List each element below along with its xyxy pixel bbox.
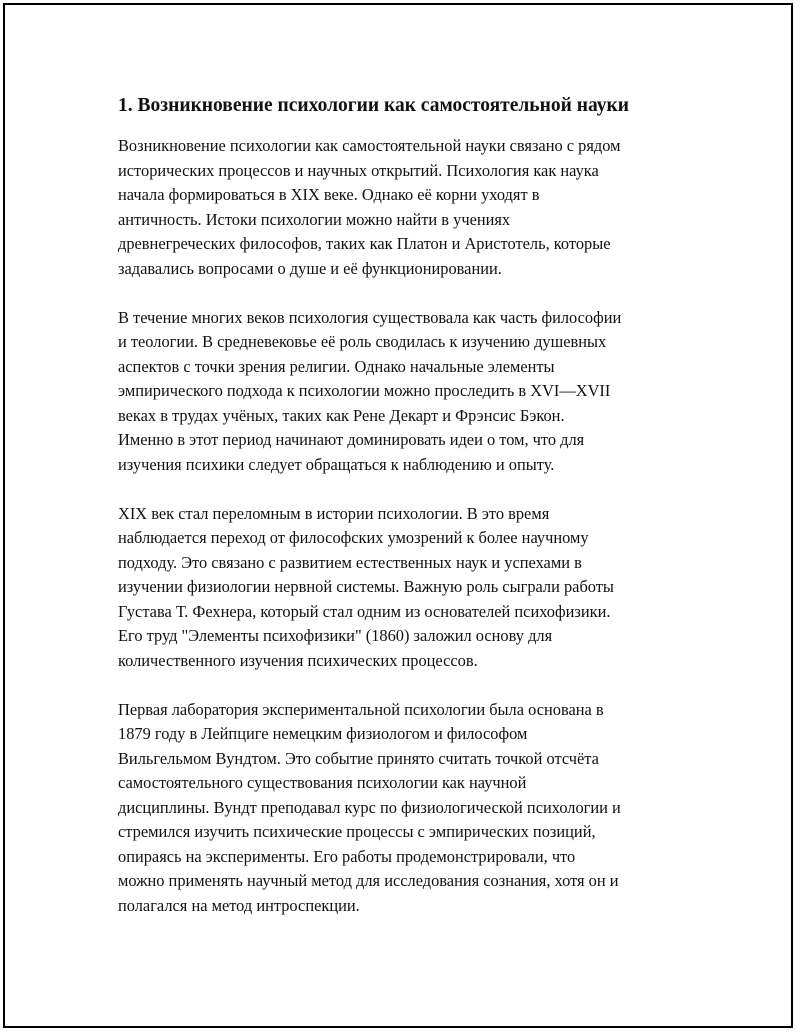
paragraph-line: количественного изучения психических процессов. xyxy=(118,650,478,670)
paragraph-line: самостоятельного существования психологии как научной xyxy=(118,773,527,792)
paragraph-list xyxy=(118,134,688,918)
document-body xyxy=(118,93,688,943)
paragraph-line: античность. Истоки психологии можно найти в учениях xyxy=(118,209,511,229)
paragraph xyxy=(118,502,688,674)
paragraph-line: и теологии. В средневековье её роль сводилась к изучению душевных xyxy=(118,332,607,351)
paragraph xyxy=(118,698,688,919)
paragraph-line: полагался на метод интроспекции. xyxy=(118,895,360,915)
paragraph-line: наблюдается переход от философских умозрений к более научному xyxy=(118,528,589,547)
paragraph-line: 1879 году в Лейпциге немецким физиологом и философом xyxy=(118,724,528,743)
paragraph xyxy=(118,306,688,478)
paragraph-line: опираясь на эксперименты. Его работы продемонстрировали, что xyxy=(118,846,576,866)
paragraph-line: дисциплины. Вундт преподавал курс по физиологической психологии и xyxy=(118,797,621,817)
paragraph-line: В течение многих веков психология существовала как часть философии xyxy=(118,307,622,327)
paragraph-line: Первая лаборатория экспериментальной психологии была основана в xyxy=(118,699,604,719)
paragraph-line: подходу. Это связано с развитием естественных наук и успехами в xyxy=(118,552,582,572)
paragraph-line: изучения психики следует обращаться к наблюдению и опыту. xyxy=(118,454,555,474)
paragraph-line: исторических процессов и научных открытий. Психология как наука xyxy=(118,160,599,180)
paragraph-line: задавались вопросами о душе и её функционировании. xyxy=(118,258,502,278)
paragraph-line: Густава Т. Фехнера, который стал одним из основателей психофизики. xyxy=(118,601,611,621)
paragraph-line: Возникновение психологии как самостоятельной науки связано с рядом xyxy=(118,136,621,155)
paragraph-line: Именно в этот период начинают доминировать идеи о том, что для xyxy=(118,430,585,449)
paragraph-line: эмпирического подхода к психологии можно проследить в XVI—XVII xyxy=(118,381,611,400)
paragraph-line: стремился изучить психические процессы с эмпирических позиций, xyxy=(118,822,596,841)
paragraph xyxy=(118,134,688,281)
paragraph-line: веках в трудах учёных, таких как Рене Декарт и Фрэнсис Бэкон. xyxy=(118,405,565,425)
paragraph-line: Вильгельмом Вундтом. Это событие принято считать точкой отсчёта xyxy=(118,748,599,768)
paragraph-line: начала формироваться в XIX веке. Однако её корни уходят в xyxy=(118,185,540,204)
paragraph-line: древнегреческих философов, таких как Платон и Аристотель, которые xyxy=(118,234,611,253)
paragraph-line: аспектов с точки зрения религии. Однако начальные элементы xyxy=(118,356,555,376)
document-title: 1. Возникновение психологии как самостоятельной науки xyxy=(118,95,629,116)
paragraph-line: XIX век стал переломным в истории психологии. В это время xyxy=(118,503,550,523)
paragraph-line: Его труд "Элементы психофизики" (1860) заложил основу для xyxy=(118,626,553,645)
paragraph-line: можно применять научный метод для исследования сознания, хотя он и xyxy=(118,871,619,890)
paragraph-line: изучении физиологии нервной системы. Важную роль сыграли работы xyxy=(118,577,614,596)
